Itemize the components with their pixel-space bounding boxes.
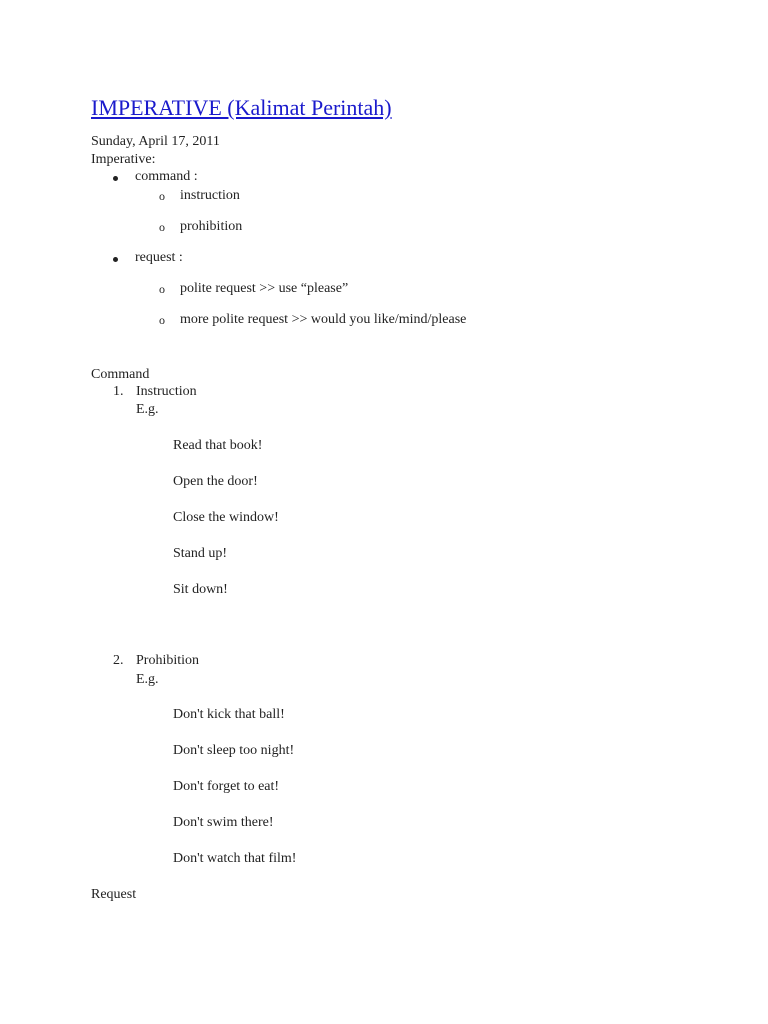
instruction-example: Sit down! [173, 582, 228, 597]
prohibition-heading: Prohibition [136, 653, 200, 668]
instruction-example: Stand up! [173, 546, 228, 561]
prohibition-example: Don't kick that ball! [173, 707, 285, 722]
bullet-circle-icon: o [159, 313, 165, 327]
prohibition-example: Don't watch that film! [173, 851, 297, 866]
bullet-circle-icon: o [159, 220, 165, 234]
bullet-disc-icon [113, 257, 118, 262]
outline-request-item: polite request >> use “please” [180, 281, 349, 296]
instruction-example: Open the door! [173, 474, 258, 489]
post-title-link[interactable]: IMPERATIVE (Kalimat Perintah) [91, 95, 392, 120]
post-date: Sunday, April 17, 2011 [91, 134, 220, 149]
command-heading: Command [91, 367, 150, 382]
bullet-disc-icon [113, 176, 118, 181]
outline-command-item: prohibition [180, 219, 243, 234]
outline-request-label: request : [135, 250, 183, 265]
outline-command-label: command : [135, 169, 198, 184]
instruction-heading: Instruction [136, 384, 197, 399]
list-number: 2. [113, 653, 124, 668]
instruction-example: Read that book! [173, 438, 263, 453]
instruction-eg-label: E.g. [136, 402, 159, 417]
bullet-circle-icon: o [159, 282, 165, 296]
intro-label: Imperative: [91, 152, 156, 167]
outline-command-item: instruction [180, 188, 240, 203]
list-number: 1. [113, 384, 124, 399]
outline-request-item: more polite request >> would you like/mind/please [180, 312, 467, 327]
instruction-example: Close the window! [173, 510, 279, 525]
prohibition-example: Don't swim there! [173, 815, 274, 830]
request-heading: Request [91, 887, 137, 902]
prohibition-example: Don't sleep too night! [173, 743, 295, 758]
bullet-circle-icon: o [159, 189, 165, 203]
prohibition-example: Don't forget to eat! [173, 779, 280, 794]
prohibition-eg-label: E.g. [136, 672, 159, 687]
